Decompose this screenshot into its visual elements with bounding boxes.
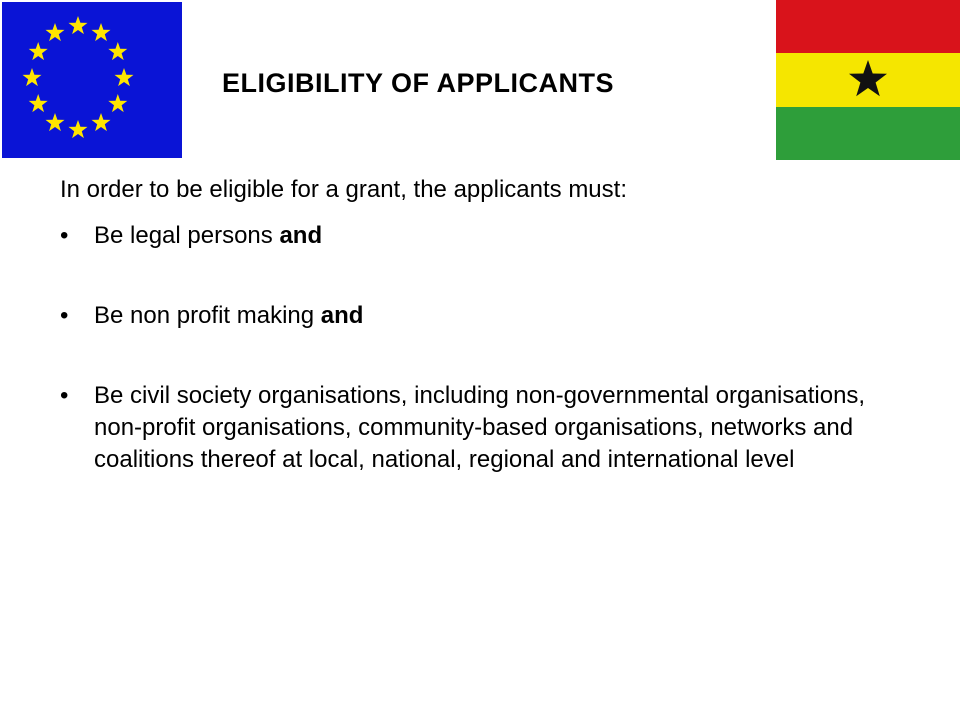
eu-star-icon xyxy=(108,42,127,60)
requirements-list xyxy=(60,220,910,524)
list-item-label: Be civil society organisations, including non-governmental organisations, non-profit organisations, community-based organisations, networks and coalitions thereof at local, national, regional and international level xyxy=(94,382,866,473)
eu-star-icon xyxy=(29,42,48,60)
eu-flag-icon xyxy=(2,2,182,158)
eu-star-icon xyxy=(92,113,111,131)
list-item-text xyxy=(94,380,910,476)
eu-star-icon xyxy=(69,16,88,34)
list-item xyxy=(60,300,910,332)
black-star-icon xyxy=(776,0,960,160)
page-title: ELIGIBILITY OF APPLICANTS xyxy=(222,68,615,98)
bullet-icon: • xyxy=(60,302,69,329)
list-item-text xyxy=(94,220,910,252)
list-item-emphasis: and xyxy=(320,302,364,329)
eu-star-icon xyxy=(92,23,111,41)
bullet-icon: • xyxy=(60,222,69,249)
eu-star-icon xyxy=(29,94,48,112)
ghana-flag-icon xyxy=(776,0,960,160)
eu-star-icon xyxy=(108,94,127,112)
bullet-icon: • xyxy=(60,382,69,409)
eu-star-icon xyxy=(46,23,65,41)
list-item xyxy=(60,380,910,476)
list-item xyxy=(60,220,910,252)
eu-star-icon xyxy=(115,68,134,86)
eu-star-icon xyxy=(46,113,65,131)
eu-stars xyxy=(2,2,182,158)
eu-star-icon xyxy=(69,120,88,138)
list-item-label: Be legal persons xyxy=(94,222,280,249)
list-item-text xyxy=(94,300,910,332)
eu-star-icon xyxy=(23,68,42,86)
list-item-label: Be non profit making xyxy=(94,302,321,329)
list-item-emphasis: and xyxy=(279,222,323,249)
intro-text: In order to be eligible for a grant, the applicants must: xyxy=(60,176,627,203)
